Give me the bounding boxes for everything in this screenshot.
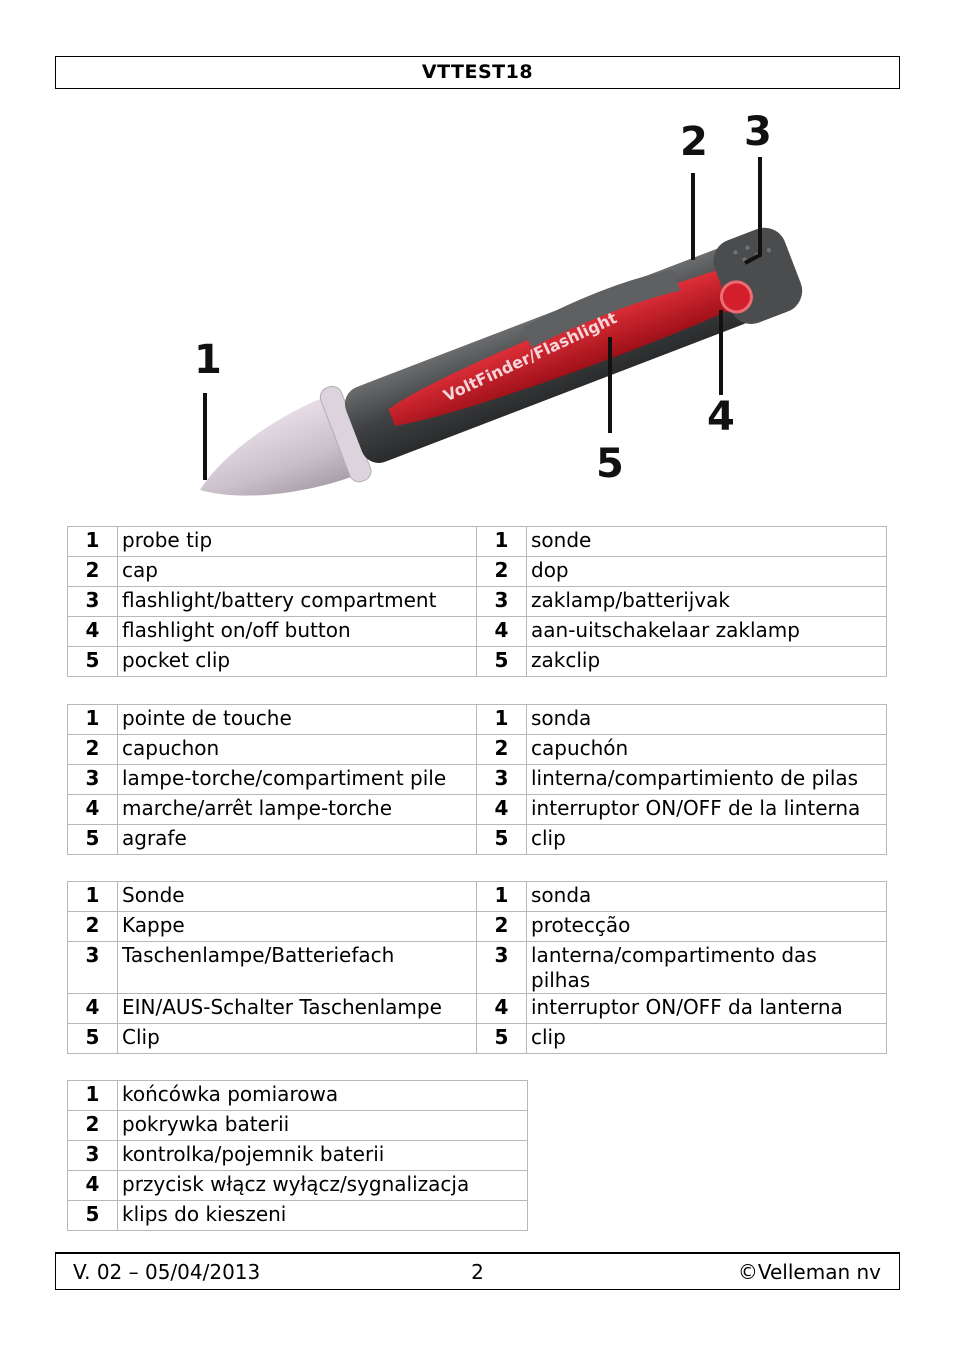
callout-3: 3 [744, 109, 772, 155]
page-number: 2 [471, 1260, 484, 1284]
item-number: 5 [477, 647, 527, 677]
item-number: 3 [477, 942, 527, 994]
table-row [68, 1171, 528, 1201]
table-row [68, 765, 887, 795]
item-number: 3 [477, 765, 527, 795]
item-text: zakclip [527, 647, 887, 677]
item-number: 4 [477, 795, 527, 825]
item-text: flashlight/battery compartment [118, 587, 477, 617]
item-text: pocket clip [118, 647, 477, 677]
item-number: 1 [68, 527, 118, 557]
document-title: VTTEST18 [421, 61, 534, 83]
item-text: kontrolka/pojemnik baterii [118, 1141, 528, 1171]
pen-label: VoltFinder/Flashlight [440, 308, 620, 406]
table-row [68, 912, 887, 942]
item-text: lampe-torche/compartiment pile [118, 765, 477, 795]
item-number: 1 [68, 882, 118, 912]
item-number: 3 [68, 765, 118, 795]
item-number: 4 [68, 795, 118, 825]
item-number: 1 [68, 1081, 118, 1111]
table-row [68, 527, 887, 557]
item-number: 2 [68, 1111, 118, 1141]
table-row [68, 735, 887, 765]
version-date: V. 02 – 05/04/2013 [73, 1260, 261, 1284]
item-text: zaklamp/batterijvak [527, 587, 887, 617]
item-number: 2 [477, 912, 527, 942]
item-text: Kappe [118, 912, 477, 942]
item-text: sonda [527, 705, 887, 735]
item-number: 5 [68, 1201, 118, 1231]
item-number: 4 [477, 994, 527, 1024]
item-number: 5 [68, 647, 118, 677]
item-text: końcówka pomiarowa [118, 1081, 528, 1111]
item-text: sonde [527, 527, 887, 557]
item-number: 5 [477, 1024, 527, 1054]
item-text: EIN/AUS-Schalter Taschenlampe [118, 994, 477, 1024]
table-row [68, 994, 887, 1024]
item-text: clip [527, 1024, 887, 1054]
item-text: aan-uitschakelaar zaklamp [527, 617, 887, 647]
table-row [68, 825, 887, 855]
item-number: 4 [68, 617, 118, 647]
item-text: dop [527, 557, 887, 587]
item-number: 2 [477, 557, 527, 587]
item-number: 3 [68, 587, 118, 617]
table-row [68, 795, 887, 825]
item-text: probe tip [118, 527, 477, 557]
item-text: marche/arrêt lampe-torche [118, 795, 477, 825]
item-text: clip [527, 825, 887, 855]
item-number: 3 [68, 942, 118, 994]
item-number: 4 [477, 617, 527, 647]
callout-1: 1 [194, 337, 222, 383]
product-illustration [150, 105, 810, 505]
item-text: capuchón [527, 735, 887, 765]
item-text: lanterna/compartimento das pilhas [527, 942, 887, 994]
item-number: 1 [477, 705, 527, 735]
table-row [68, 557, 887, 587]
table-row [68, 942, 887, 994]
table-row [68, 647, 887, 677]
page-header [55, 56, 900, 89]
item-text: flashlight on/off button [118, 617, 477, 647]
item-number: 5 [68, 1024, 118, 1054]
legend-table-de-pt [67, 881, 887, 1054]
copyright: ©Velleman nv [737, 1260, 881, 1284]
item-number: 1 [477, 882, 527, 912]
item-number: 4 [68, 994, 118, 1024]
item-number: 2 [477, 735, 527, 765]
item-text: agrafe [118, 825, 477, 855]
legend-table-en-nl [67, 526, 887, 677]
item-number: 4 [68, 1171, 118, 1201]
table-row [68, 1081, 528, 1111]
item-number: 5 [477, 825, 527, 855]
item-text: Taschenlampe/Batteriefach [118, 942, 477, 994]
table-row [68, 587, 887, 617]
table-row [68, 1024, 887, 1054]
legend-table-fr-es [67, 704, 887, 855]
item-text: interruptor ON/OFF de la linterna [527, 795, 887, 825]
item-number: 3 [477, 587, 527, 617]
callout-2: 2 [680, 119, 708, 165]
legend-table-pl [67, 1080, 528, 1231]
callout-5: 5 [596, 441, 624, 487]
table-row [68, 705, 887, 735]
item-text: pointe de touche [118, 705, 477, 735]
table-row [68, 1201, 528, 1231]
item-number: 5 [68, 825, 118, 855]
item-text: linterna/compartimiento de pilas [527, 765, 887, 795]
item-text: klips do kieszeni [118, 1201, 528, 1231]
page-footer [55, 1252, 900, 1290]
item-text: sonda [527, 882, 887, 912]
item-text: capuchon [118, 735, 477, 765]
item-text: cap [118, 557, 477, 587]
table-row [68, 1141, 528, 1171]
item-text: interruptor ON/OFF da lanterna [527, 994, 887, 1024]
item-text: pokrywka baterii [118, 1111, 528, 1141]
table-row [68, 882, 887, 912]
item-number: 3 [68, 1141, 118, 1171]
item-number: 2 [68, 912, 118, 942]
table-row [68, 617, 887, 647]
item-text: Clip [118, 1024, 477, 1054]
item-text: Sonde [118, 882, 477, 912]
item-number: 1 [68, 705, 118, 735]
voltage-tester-pen [182, 216, 810, 505]
item-number: 1 [477, 527, 527, 557]
callout-4: 4 [707, 394, 735, 440]
item-number: 2 [68, 557, 118, 587]
item-text: przycisk włącz wyłącz/sygnalizacja [118, 1171, 528, 1201]
item-text: protecção [527, 912, 887, 942]
item-number: 2 [68, 735, 118, 765]
table-row [68, 1111, 528, 1141]
